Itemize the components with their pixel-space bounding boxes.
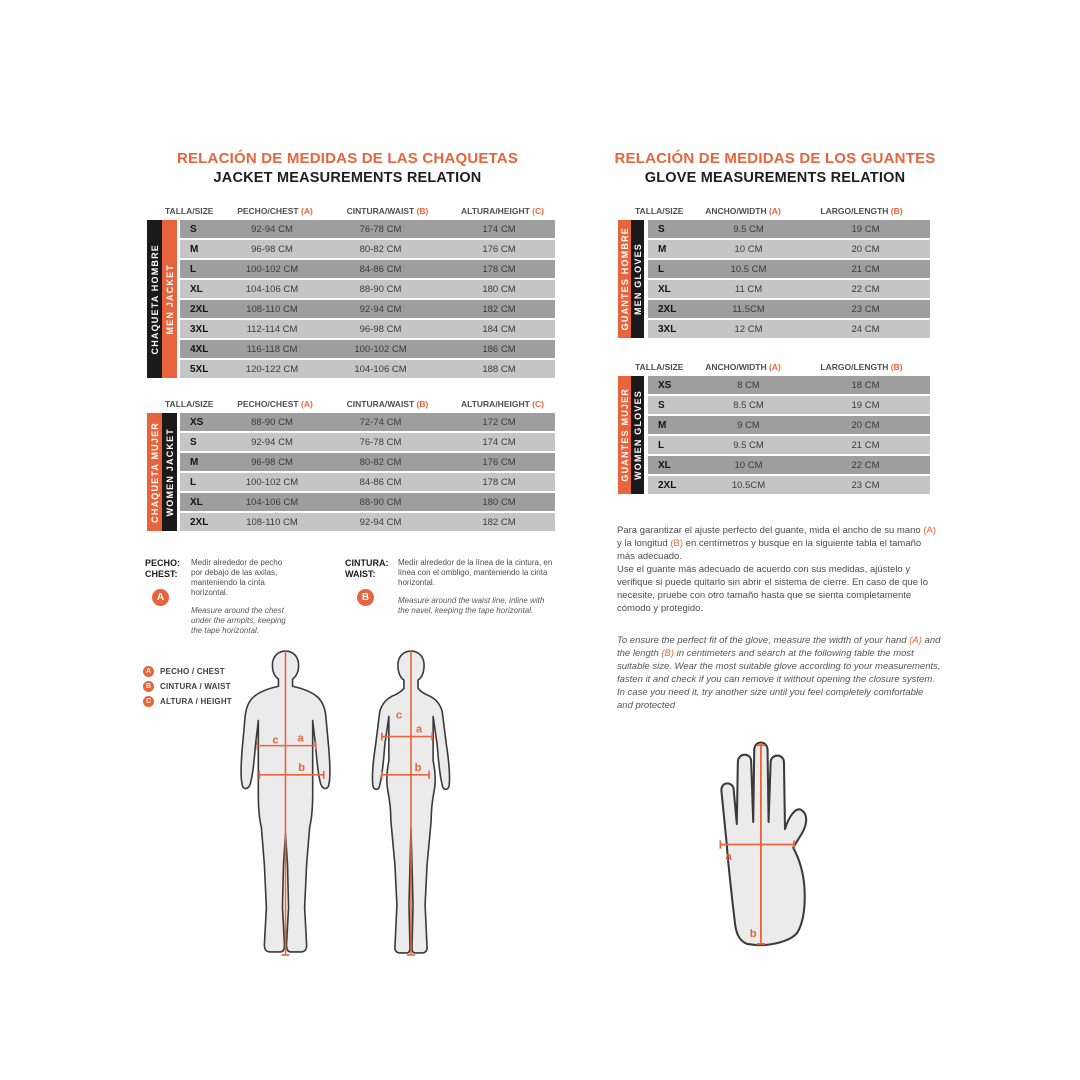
gloves-title-es: RELACIÓN DE MEDIDAS DE LOS GUANTES [614,150,936,167]
col-waist: CINTURA/WAIST (B) [346,399,429,409]
men-jacket-sidebar [147,220,177,378]
women-jacket-label-es-bar: CHAQUETA MUJER [147,413,162,531]
table-row: 4XL 116-118 CM 100-102 CM 186 CM [180,340,555,358]
women-jacket-table [147,399,555,533]
hand-figure [705,742,825,947]
table-row: XL 104-106 CM 88-90 CM 180 CM [180,280,555,298]
men-gloves-table [618,206,930,340]
women-jacket-sidebar [147,413,177,531]
legend-key-b-badge: B [143,681,154,692]
table-row: 3XL 112-114 CM 96-98 CM 184 CM [180,320,555,338]
female-label-b: b [414,761,422,774]
jackets-title-es: RELACIÓN DE MEDIDAS DE LAS CHAQUETAS [176,150,519,167]
women-gloves-table-header [635,362,930,372]
chest-guide-label: PECHO: CHEST: [145,558,181,579]
legend-key-a-badge: A [143,666,154,677]
waist-guide-text: Medir alrededor de la línea de la cintura, en línea con el ombligo, manteniendo la cinta horizontal. Measure around the waist line, inline with the navel, keeping the tape horizontal. [398,558,553,615]
measure-key-a-badge: A [152,589,169,606]
hand-label-a: a [725,850,732,863]
male-label-b: b [298,761,305,774]
men-jacket-table-header [165,206,555,216]
gloves-title-en: GLOVE MEASUREMENTS RELATION [644,170,906,186]
table-row: 2XL 10.5CM 23 CM [648,476,930,494]
women-gloves-table [618,362,930,496]
female-label-a: a [415,723,423,736]
male-label-c: c [272,734,279,747]
table-row: 3XL 12 CM 24 CM [648,320,930,338]
gloves-title-block [605,150,945,186]
legend-item-waist: B CINTURA / WAIST [143,681,232,692]
female-label-c: c [395,709,403,722]
col-size: TALLA/SIZE [635,362,684,372]
col-height: ALTURA/HEIGHT (C) [461,206,544,216]
col-size: TALLA/SIZE [165,399,214,409]
col-size: TALLA/SIZE [165,206,214,216]
women-jacket-label-en-bar: WOMEN JACKET [162,413,177,531]
table-row: M 9 CM 20 CM [648,416,930,434]
men-gloves-label-es-bar: GUANTES HOMBRE [618,220,631,338]
men-jacket-table [147,206,555,380]
waist-guide-label: CINTURA: WAIST: [345,558,389,579]
glove-fit-text-en: To ensure the perfect fit of the glove, measure the width of your hand (A) and the length (B) in centimeters and search at the following table the most suitable size. Wear the most suitable glove according to your measurements, fasten it and check if you can remove it without opening the closure system. In case you need it, try another size until you feel completely comfortable and protected [617,635,941,711]
table-row: S 92-94 CM 76-78 CM 174 CM [180,433,555,451]
women-gloves-label-en-bar: WOMEN GLOVES [631,376,644,494]
hand-label-b: b [749,927,757,940]
legend-item-height: C ALTURA / HEIGHT [143,696,232,707]
table-row: M 96-98 CM 80-82 CM 176 CM [180,240,555,258]
table-row: S 9.5 CM 19 CM [648,220,930,238]
men-gloves-table-header [635,206,930,216]
table-row: L 100-102 CM 84-86 CM 178 CM [180,260,555,278]
glove-fit-text-es: Para garantizar el ajuste perfecto del guante, mida el ancho de su mano (A) y la longitud (B) en centímetros y busque en la siguiente tabla el tamaño más adecuado. Use el guante más adecuado de acuerdo con sus medidas, ajústelo y verifique si puede quitarlo sin abrir el sistema de cierre. En caso de que lo necesite, pruebe con otro tamaño hasta que se sienta completamente cómodo y protegido. [617,525,936,614]
legend-item-chest: A PECHO / CHEST [143,666,232,677]
col-height: ALTURA/HEIGHT (C) [461,399,544,409]
col-chest: PECHO/CHEST (A) [237,399,313,409]
col-width: ANCHO/WIDTH (A) [705,362,781,372]
table-row: S 92-94 CM 76-78 CM 174 CM [180,220,555,238]
table-row: M 96-98 CM 80-82 CM 176 CM [180,453,555,471]
women-gloves-label-es-bar: GUANTES MUJER [618,376,631,494]
measurement-legend [143,666,232,711]
table-row: 2XL 108-110 CM 92-94 CM 182 CM [180,513,555,531]
col-length: LARGO/LENGTH (B) [820,206,903,216]
table-row: S 8.5 CM 19 CM [648,396,930,414]
table-row: L 100-102 CM 84-86 CM 178 CM [180,473,555,491]
table-row: M 10 CM 20 CM [648,240,930,258]
table-row: XL 10 CM 22 CM [648,456,930,474]
col-chest: PECHO/CHEST (A) [237,206,313,216]
women-jacket-table-header [165,399,555,409]
table-row: XS 88-90 CM 72-74 CM 172 CM [180,413,555,431]
jackets-title-block [140,150,555,186]
female-body-figure [358,648,464,960]
women-gloves-sidebar [618,376,644,494]
men-gloves-sidebar [618,220,644,338]
col-waist: CINTURA/WAIST (B) [346,206,429,216]
chest-guide-text: Medir alrededor de pecho por debajo de las axilas, manteniendo la cinta horizontal. Measure around the chest under the armpits, keeping the tape horizontal. [191,558,286,635]
men-jacket-label-en-bar: MEN JACKET [162,220,177,378]
jackets-title-en: JACKET MEASUREMENTS RELATION [213,170,482,186]
col-length: LARGO/LENGTH (B) [820,362,903,372]
table-row: XL 104-106 CM 88-90 CM 180 CM [180,493,555,511]
table-row: XL 11 CM 22 CM [648,280,930,298]
col-width: ANCHO/WIDTH (A) [705,206,781,216]
male-body-figure [233,648,339,960]
men-jacket-label-es-bar: CHAQUETA HOMBRE [147,220,162,378]
male-label-a: a [297,732,304,745]
legend-key-c-badge: C [143,696,154,707]
table-row: XS 8 CM 18 CM [648,376,930,394]
table-row: L 9.5 CM 21 CM [648,436,930,454]
measure-key-b-badge: B [357,589,374,606]
table-row: L 10.5 CM 21 CM [648,260,930,278]
table-row: 5XL 120-122 CM 104-106 CM 188 CM [180,360,555,378]
col-size: TALLA/SIZE [635,206,684,216]
table-row: 2XL 108-110 CM 92-94 CM 182 CM [180,300,555,318]
table-row: 2XL 11.5CM 23 CM [648,300,930,318]
men-gloves-label-en-bar: MEN GLOVES [631,220,644,338]
